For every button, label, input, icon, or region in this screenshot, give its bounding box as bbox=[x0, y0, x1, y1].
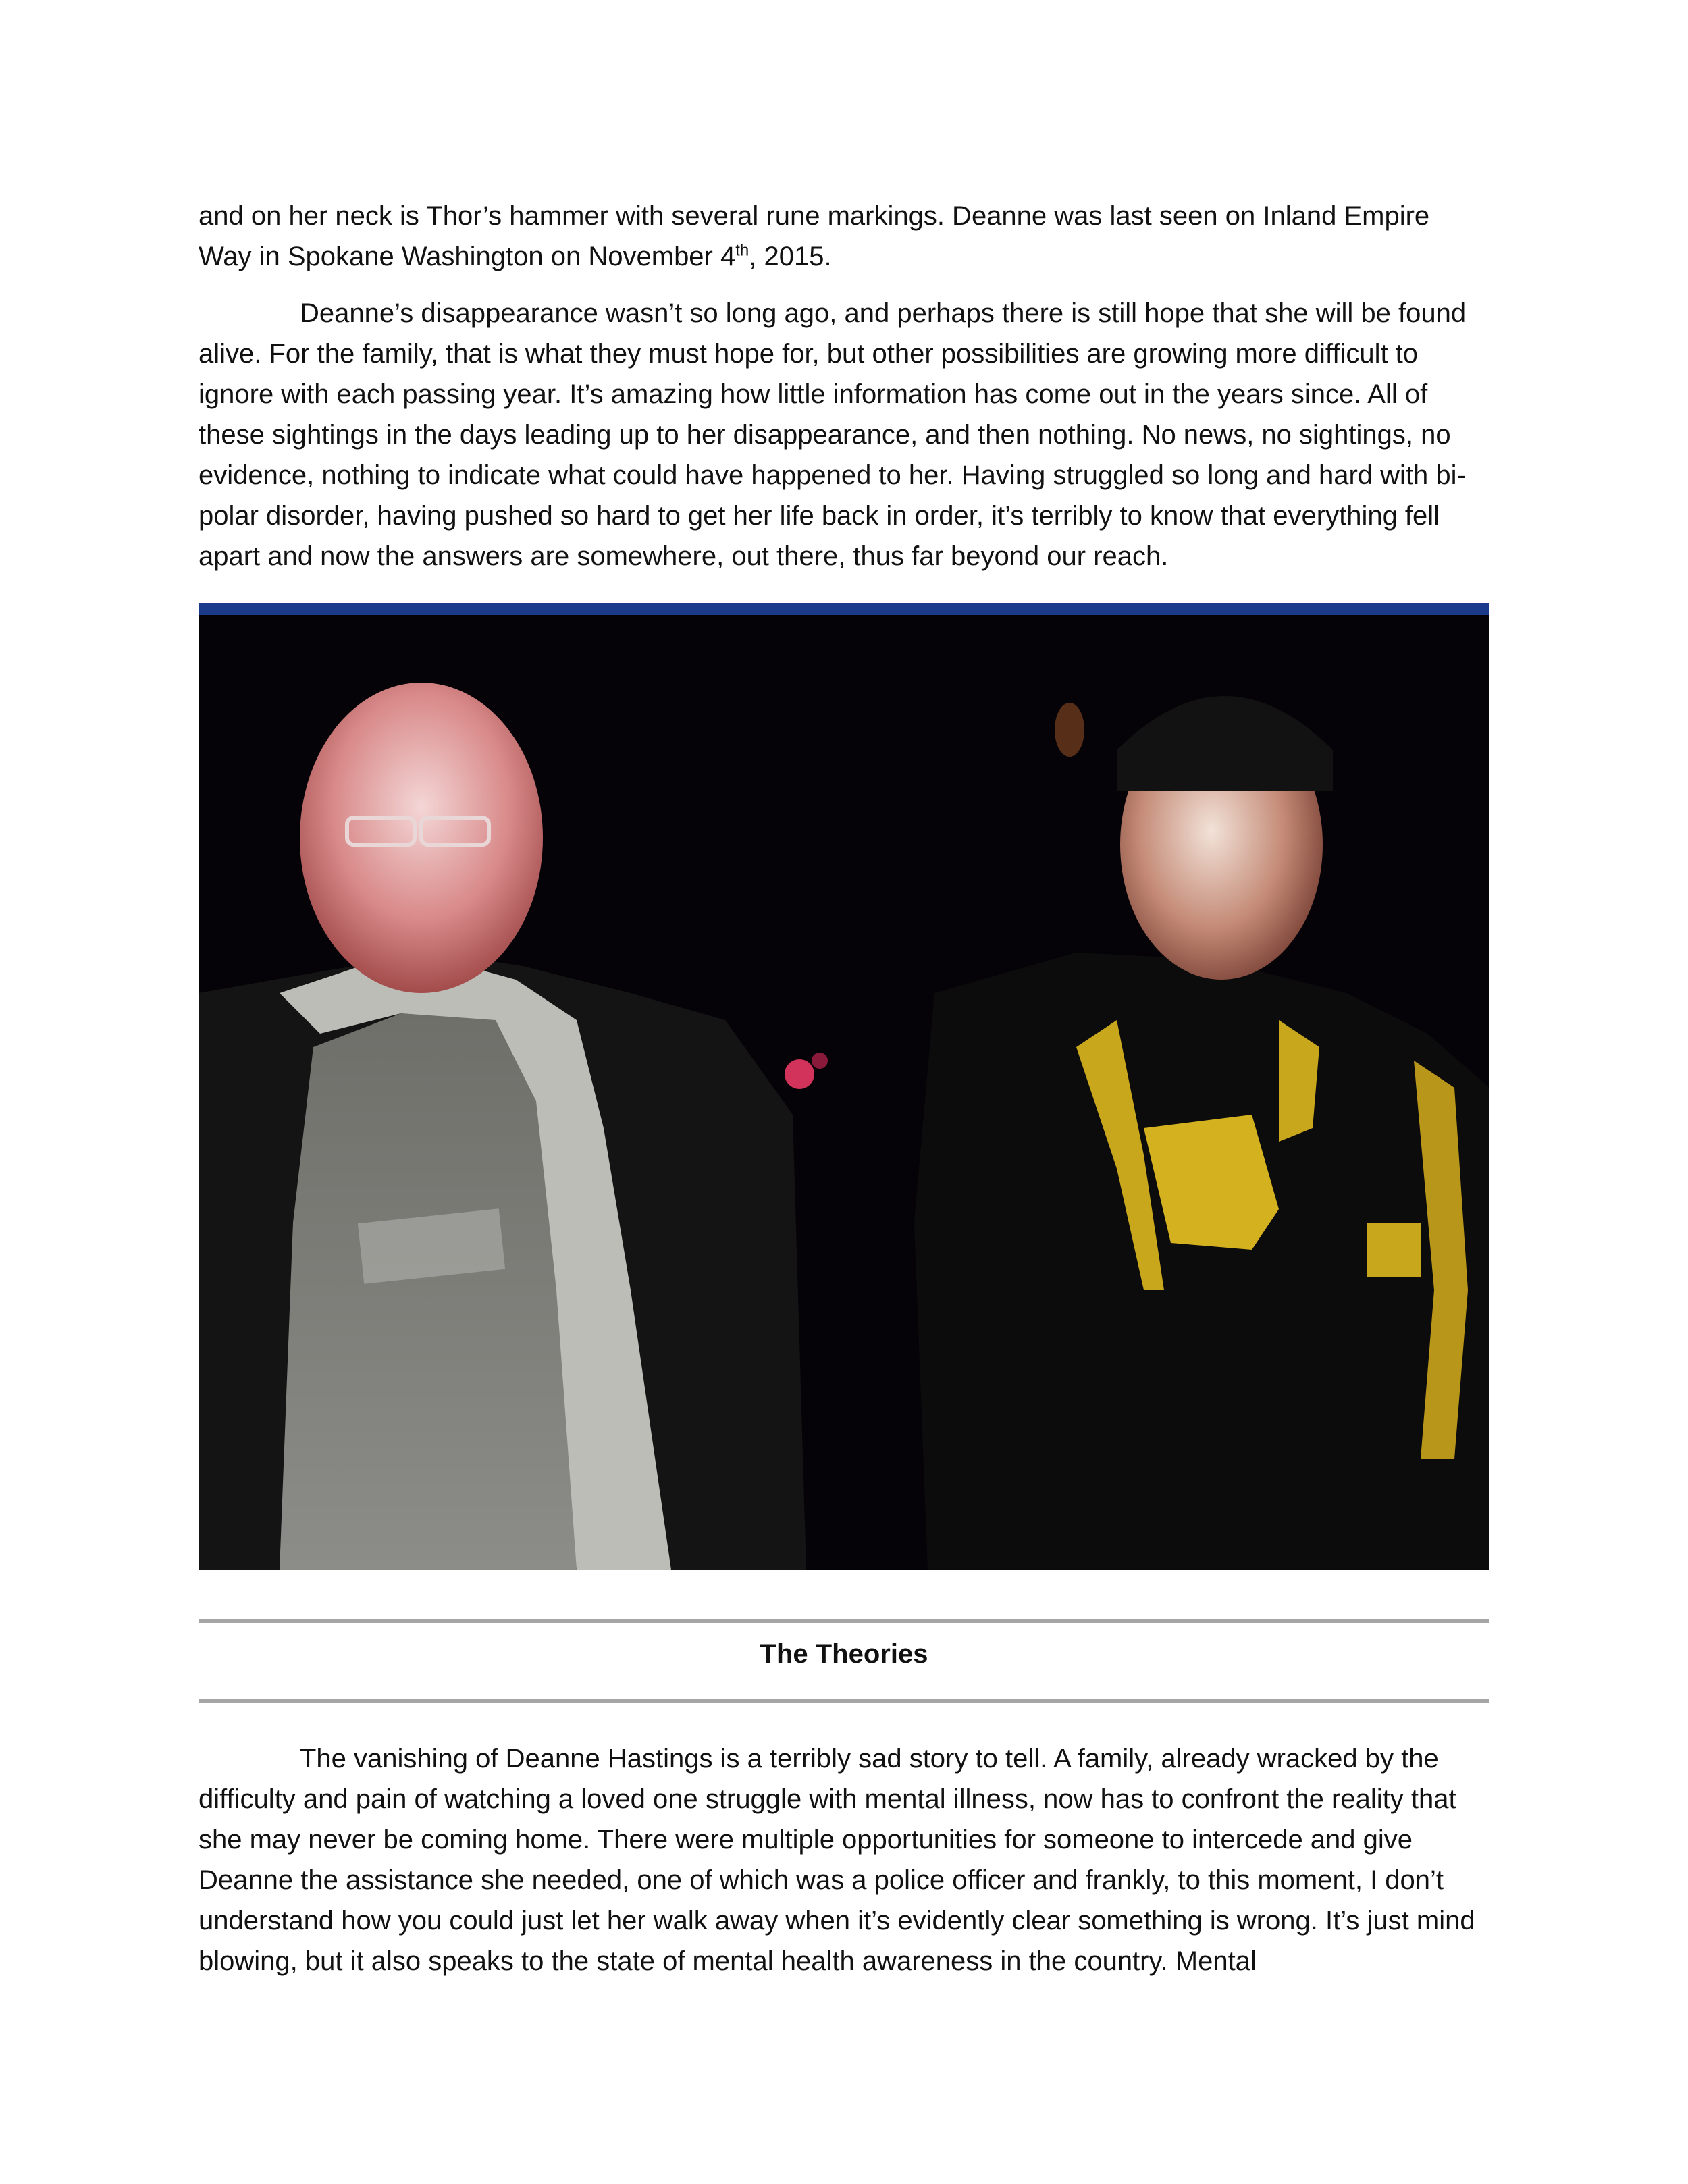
intro-paragraph bbox=[199, 196, 1489, 277]
photo-top-bar bbox=[199, 603, 1489, 615]
heading-top-rule bbox=[199, 1619, 1489, 1623]
surveillance-photo bbox=[199, 603, 1489, 1570]
disappearance-paragraph: Deanne’s disappearance wasn’t so long ago, and perhaps there is still hope that she will be found alive. For the family, that is what they must hope for, but other possibilities are growing more difficult to ignore with each passing year. It’s amazing how little information has come out in the years since. All of these sightings in the days leading up to her disappearance, and then nothing. No news, no sightings, no evidence, nothing to indicate what could have happened to her. Having struggled so long and hard with bi-polar disorder, having pushed so hard to get her life back in order, it’s terribly to know that everything fell apart and now the answers are somewhere, out there, thus far beyond our reach. bbox=[199, 298, 1467, 571]
ordinal-suffix: th bbox=[735, 241, 749, 260]
document-page bbox=[199, 196, 1489, 577]
photo-image bbox=[199, 615, 1489, 1570]
theories-paragraph: The vanishing of Deanne Hastings is a terribly sad story to tell. A family, already wracked by the difficulty and pain of watching a loved one struggle with mental illness, now has to confront the reality that she may never be coming home. There were multiple opportunities for someone to intercede and give Deanne the assistance she needed, one of which was a police officer and frankly, to this moment, I don’t understand how you could just let her walk away when it’s evidently clear something is wrong. It’s just mind blowing, but it also speaks to the state of mental health awareness in the country. Mental bbox=[199, 1744, 1475, 1976]
section-heading: The Theories bbox=[760, 1639, 928, 1669]
intro-line-2-end: , 2015. bbox=[749, 242, 832, 271]
theories-text bbox=[199, 1738, 1489, 1981]
intro-line-1: and on her neck is Thor’s hammer with several rune markings. Deanne was last seen on Inland Empire bbox=[199, 201, 1430, 231]
heading-bottom-rule bbox=[199, 1699, 1489, 1703]
intro-line-2: Way in Spokane Washington on November 4 bbox=[199, 242, 736, 271]
